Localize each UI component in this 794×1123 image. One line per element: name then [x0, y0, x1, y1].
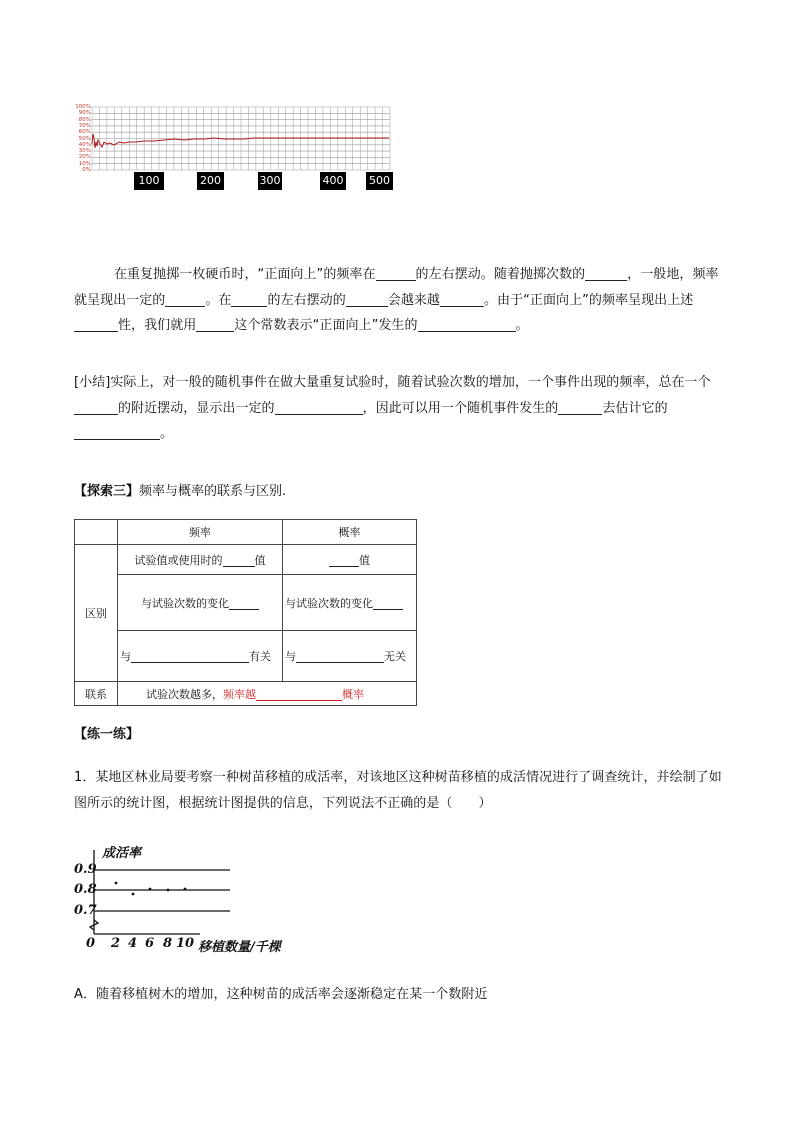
header-frequency: 频率 — [118, 520, 283, 545]
x-tick-10: 10 — [176, 936, 195, 951]
freq-cell-value: 试验值或使用时的 值 — [118, 545, 283, 575]
y-tick-label: 50% — [78, 135, 91, 142]
point-2 — [115, 882, 118, 885]
y-tick-label: 60% — [78, 129, 91, 136]
y-axis-labels — [74, 104, 91, 174]
row-label-link: 联系 — [75, 682, 118, 706]
question-1: 1．某地区林业局要考察一种树苗移植的成活率，对该地区这种树苗移植的成活情况进行了调查统计，并绘制了如图所示的统计图，根据统计图提供的信息，下列说法不正确的是（ ） — [74, 770, 722, 811]
y-tick-label: 20% — [78, 154, 91, 161]
y-tick-label: 10% — [78, 160, 91, 167]
header-probability: 概率 — [283, 520, 417, 545]
y-tick-label: 100% — [75, 104, 91, 110]
x-tick-6: 6 — [145, 936, 155, 951]
x-tick-2: 2 — [111, 936, 121, 951]
prob-cell-unrelated: 与 无关 — [283, 631, 417, 682]
y-tick-label: 80% — [78, 116, 91, 123]
freq-cell-related: 与 有关 — [118, 631, 283, 682]
point-8 — [167, 889, 170, 892]
y-tick-0.9: 0.9 — [74, 862, 97, 877]
y-tick-0.8: 0.8 — [74, 882, 97, 897]
y-axis-title: 成活率 — [102, 846, 142, 861]
y-tick-0.7: 0.7 — [74, 903, 97, 918]
prob-cell-change: 与试验次数的变化 — [283, 575, 417, 631]
survival-rate-chart — [70, 838, 300, 958]
explore3-heading: 【探索三】频率与概率的联系与区别. — [74, 484, 287, 499]
link-cell: 试验次数越多，频率越 概率 — [118, 682, 417, 706]
x-tick-8: 8 — [163, 936, 173, 951]
point-6 — [149, 888, 152, 891]
coin-frequency-chart — [74, 104, 404, 194]
paragraph-coin-frequency: 在重复抛掷一枚硬币时，“正面向上”的频率在 的左右摆动。随着抛掷次数的 ，一般地，频率就呈现出一定的 。在 的左右摆动的 会越来越 。由于“正面向上”的频率呈现出上述性，我们就用 这个常数表示“正面向上”发生的 。 — [74, 267, 719, 333]
practice-heading: 【练一练】 — [74, 727, 140, 742]
x-tick-4: 4 — [128, 936, 138, 951]
option-a: A．随着移植树木的增加，这种树苗的成活率会逐渐稳定在某一个数附近 — [74, 987, 488, 1002]
frequency-probability-table — [74, 519, 417, 706]
y-tick-label: 90% — [78, 110, 91, 117]
prob-cell-value: 值 — [283, 545, 417, 575]
x-tick-400: 400 — [320, 172, 346, 190]
freq-cell-change: 与试验次数的变化 — [118, 575, 283, 631]
x-tick-100: 100 — [134, 172, 164, 190]
paragraph-summary: [小结]实际上，对一般的随机事件在做大量重复试验时，随着试验次数的增加，一个事件出现的频率，总在一个的附近摆动，显示出一定的 ，因此可以用一个随机事件发生的 去估计它的。 — [74, 375, 711, 441]
point-4 — [132, 893, 135, 896]
y-tick-label: 70% — [78, 122, 91, 129]
x-axis-title: 移植数量/千棵 — [198, 940, 281, 955]
y-tick-label: 30% — [78, 148, 91, 155]
y-tick-label: 0% — [82, 167, 91, 173]
x-tick-200: 200 — [197, 172, 224, 190]
x-tick-300: 300 — [258, 172, 282, 190]
x-tick-0: 0 — [86, 936, 96, 951]
x-tick-500: 500 — [366, 172, 393, 190]
point-10 — [184, 888, 187, 891]
row-label-difference: 区别 — [75, 545, 118, 682]
y-tick-label: 40% — [78, 141, 91, 148]
